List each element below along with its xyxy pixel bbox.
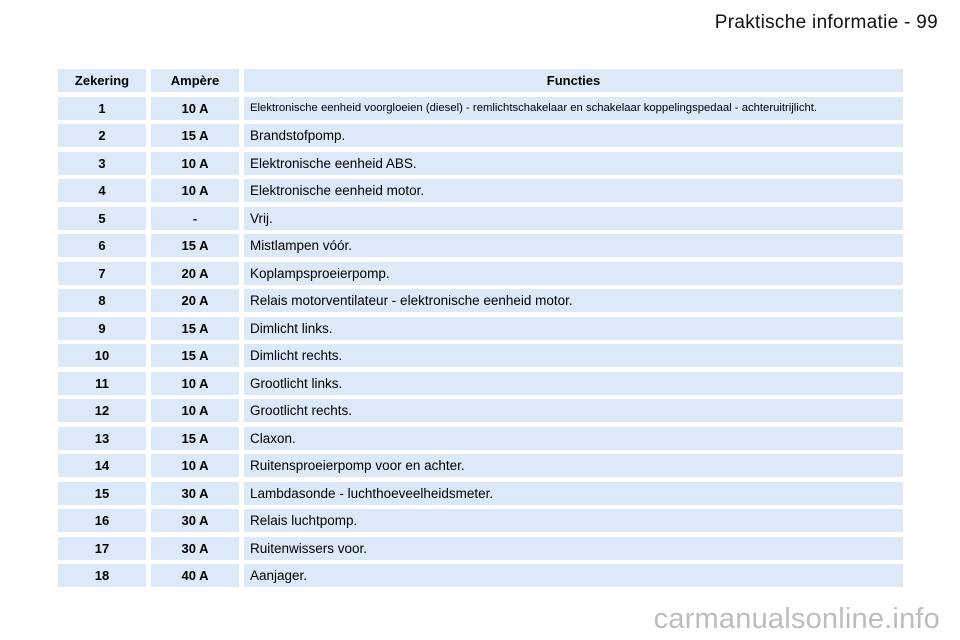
table-row xyxy=(58,564,903,587)
ampere-cell: 40 A xyxy=(151,564,239,587)
table-row xyxy=(58,537,903,560)
table-row xyxy=(58,482,903,505)
function-cell: Relais luchtpomp. xyxy=(244,509,903,532)
column-header-ampere: Ampère xyxy=(151,69,239,92)
fuse-number-cell: 5 xyxy=(58,207,146,230)
table-row xyxy=(58,372,903,395)
page-title: Praktische informatie - 99 xyxy=(714,12,938,33)
fuse-number-cell: 14 xyxy=(58,454,146,477)
table-row xyxy=(58,454,903,477)
function-cell: Relais motorventilateur - elektronische eenheid motor. xyxy=(244,289,903,312)
function-cell: Vrij. xyxy=(244,207,903,230)
ampere-cell: 20 A xyxy=(151,289,239,312)
function-cell: Elektronische eenheid ABS. xyxy=(244,152,903,175)
table-row xyxy=(58,207,903,230)
ampere-cell: 10 A xyxy=(151,399,239,422)
fuse-number-cell: 2 xyxy=(58,124,146,147)
table-row xyxy=(58,262,903,285)
function-cell: Ruitensproeierpomp voor en achter. xyxy=(244,454,903,477)
column-header-functions: Functies xyxy=(244,69,903,92)
ampere-cell: 10 A xyxy=(151,454,239,477)
ampere-cell: 15 A xyxy=(151,234,239,257)
function-cell: Grootlicht rechts. xyxy=(244,399,903,422)
ampere-cell: 30 A xyxy=(151,537,239,560)
table-row xyxy=(58,124,903,147)
fuse-number-cell: 18 xyxy=(58,564,146,587)
table-body xyxy=(58,97,903,588)
ampere-cell: - xyxy=(151,207,239,230)
fuse-number-cell: 3 xyxy=(58,152,146,175)
function-cell: Mistlampen vóór. xyxy=(244,234,903,257)
ampere-cell: 10 A xyxy=(151,152,239,175)
table-row xyxy=(58,97,903,120)
fuse-table xyxy=(58,69,903,592)
fuse-number-cell: 15 xyxy=(58,482,146,505)
fuse-number-cell: 10 xyxy=(58,344,146,367)
ampere-cell: 15 A xyxy=(151,344,239,367)
ampere-cell: 15 A xyxy=(151,427,239,450)
ampere-cell: 20 A xyxy=(151,262,239,285)
fuse-number-cell: 8 xyxy=(58,289,146,312)
fuse-number-cell: 1 xyxy=(58,97,146,120)
fuse-number-cell: 13 xyxy=(58,427,146,450)
fuse-number-cell: 4 xyxy=(58,179,146,202)
ampere-cell: 15 A xyxy=(151,317,239,340)
function-cell: Dimlicht links. xyxy=(244,317,903,340)
column-header-fuse: Zekering xyxy=(58,69,146,92)
fuse-number-cell: 11 xyxy=(58,372,146,395)
ampere-cell: 10 A xyxy=(151,179,239,202)
function-cell: Elektronische eenheid motor. xyxy=(244,179,903,202)
function-cell: Claxon. xyxy=(244,427,903,450)
function-cell: Elektronische eenheid voorgloeien (diesel) - remlichtschakelaar en schakelaar koppelingspedaal - achteruitrijlicht. xyxy=(244,97,903,120)
watermark: carmanualsonline.info xyxy=(653,603,940,635)
table-row xyxy=(58,399,903,422)
function-cell: Aanjager. xyxy=(244,564,903,587)
table-header-row xyxy=(58,69,903,92)
function-cell: Brandstofpomp. xyxy=(244,124,903,147)
function-cell: Dimlicht rechts. xyxy=(244,344,903,367)
fuse-number-cell: 17 xyxy=(58,537,146,560)
function-cell: Koplampsproeierpomp. xyxy=(244,262,903,285)
table-row xyxy=(58,179,903,202)
table-row xyxy=(58,427,903,450)
table-row xyxy=(58,234,903,257)
ampere-cell: 15 A xyxy=(151,124,239,147)
ampere-cell: 10 A xyxy=(151,97,239,120)
function-cell: Grootlicht links. xyxy=(244,372,903,395)
ampere-cell: 10 A xyxy=(151,372,239,395)
function-cell: Ruitenwissers voor. xyxy=(244,537,903,560)
fuse-number-cell: 12 xyxy=(58,399,146,422)
table-row xyxy=(58,317,903,340)
ampere-cell: 30 A xyxy=(151,482,239,505)
fuse-number-cell: 7 xyxy=(58,262,146,285)
ampere-cell: 30 A xyxy=(151,509,239,532)
function-cell: Lambdasonde - luchthoeveelheidsmeter. xyxy=(244,482,903,505)
fuse-number-cell: 16 xyxy=(58,509,146,532)
table-row xyxy=(58,289,903,312)
table-row xyxy=(58,509,903,532)
table-row xyxy=(58,344,903,367)
table-row xyxy=(58,152,903,175)
fuse-number-cell: 9 xyxy=(58,317,146,340)
fuse-number-cell: 6 xyxy=(58,234,146,257)
